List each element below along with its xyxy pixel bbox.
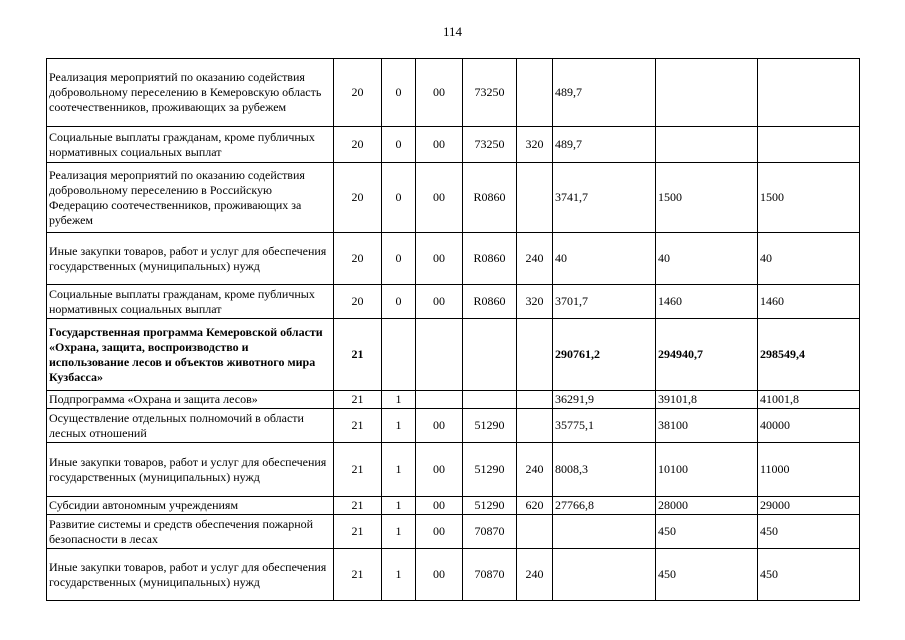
expense-direction-cell: 51290	[463, 443, 517, 497]
amount-year2-cell	[656, 127, 758, 163]
amount-year3-cell: 450	[758, 549, 860, 601]
subprogram-code-cell: 1	[382, 391, 416, 409]
amount-year1-cell: 35775,1	[553, 409, 656, 443]
main-activity-code-cell: 00	[416, 443, 463, 497]
table-row	[47, 443, 860, 497]
expense-direction-cell: 70870	[463, 515, 517, 549]
amount-year2-cell: 39101,8	[656, 391, 758, 409]
row-name-cell: Подпрограмма «Охрана и защита лесов»	[47, 391, 334, 409]
amount-year3-cell: 40	[758, 233, 860, 285]
main-activity-code-cell: 00	[416, 127, 463, 163]
program-code-cell: 20	[334, 127, 382, 163]
expense-direction-cell	[463, 391, 517, 409]
subprogram-code-cell: 0	[382, 233, 416, 285]
program-code-cell: 21	[334, 515, 382, 549]
row-name-cell: Иные закупки товаров, работ и услуг для обеспечения государственных (муниципальных) нужд	[47, 549, 334, 601]
row-name-cell: Реализация мероприятий по оказанию содействия добровольному переселению в Кемеровскую область соотечественников, проживающих за рубежем	[47, 59, 334, 127]
table-row	[47, 285, 860, 319]
expense-type-cell: 320	[517, 285, 553, 319]
table-row	[47, 319, 860, 391]
program-code-cell: 21	[334, 549, 382, 601]
expense-type-cell	[517, 515, 553, 549]
table-row	[47, 497, 860, 515]
amount-year1-cell: 40	[553, 233, 656, 285]
row-name-cell: Развитие системы и средств обеспечения пожарной безопасности в лесах	[47, 515, 334, 549]
row-name-cell: Осуществление отдельных полномочий в области лесных отношений	[47, 409, 334, 443]
row-name-cell: Социальные выплаты гражданам, кроме публичных нормативных социальных выплат	[47, 285, 334, 319]
table-row	[47, 233, 860, 285]
expense-type-cell: 240	[517, 233, 553, 285]
program-code-cell: 20	[334, 285, 382, 319]
expense-direction-cell: 73250	[463, 59, 517, 127]
row-name-cell: Государственная программа Кемеровской области «Охрана, защита, воспроизводство и использование лесов и объектов животного мира Кузбасса»	[47, 319, 334, 391]
row-name-cell: Субсидии автономным учреждениям	[47, 497, 334, 515]
amount-year1-cell: 290761,2	[553, 319, 656, 391]
amount-year1-cell: 8008,3	[553, 443, 656, 497]
row-name-cell: Реализация мероприятий по оказанию содействия добровольному переселению в Российскую Федерацию соотечественников, проживающих за рубежем	[47, 163, 334, 233]
table-row	[47, 549, 860, 601]
program-code-cell: 21	[334, 391, 382, 409]
program-code-cell: 20	[334, 59, 382, 127]
row-name-cell: Иные закупки товаров, работ и услуг для обеспечения государственных (муниципальных) нужд	[47, 233, 334, 285]
table-row	[47, 391, 860, 409]
program-code-cell: 21	[334, 409, 382, 443]
amount-year3-cell: 29000	[758, 497, 860, 515]
expense-direction-cell: R0860	[463, 163, 517, 233]
amount-year2-cell: 10100	[656, 443, 758, 497]
amount-year3-cell: 298549,4	[758, 319, 860, 391]
amount-year3-cell	[758, 127, 860, 163]
subprogram-code-cell: 1	[382, 409, 416, 443]
main-activity-code-cell: 00	[416, 497, 463, 515]
expense-direction-cell: R0860	[463, 285, 517, 319]
subprogram-code-cell: 0	[382, 59, 416, 127]
amount-year2-cell	[656, 59, 758, 127]
subprogram-code-cell	[382, 319, 416, 391]
amount-year3-cell: 40000	[758, 409, 860, 443]
amount-year2-cell: 38100	[656, 409, 758, 443]
expense-direction-cell: 70870	[463, 549, 517, 601]
expense-type-cell	[517, 409, 553, 443]
amount-year3-cell: 11000	[758, 443, 860, 497]
subprogram-code-cell: 0	[382, 127, 416, 163]
expense-direction-cell	[463, 319, 517, 391]
expense-type-cell	[517, 163, 553, 233]
subprogram-code-cell: 1	[382, 515, 416, 549]
page-number: 114	[442, 24, 463, 39]
expense-type-cell: 240	[517, 549, 553, 601]
amount-year1-cell	[553, 549, 656, 601]
expense-type-cell	[517, 391, 553, 409]
amount-year2-cell: 450	[656, 515, 758, 549]
amount-year2-cell: 1460	[656, 285, 758, 319]
program-code-cell: 21	[334, 319, 382, 391]
main-activity-code-cell: 00	[416, 285, 463, 319]
amount-year1-cell: 3741,7	[553, 163, 656, 233]
program-code-cell: 20	[334, 233, 382, 285]
amount-year2-cell: 28000	[656, 497, 758, 515]
main-activity-code-cell: 00	[416, 233, 463, 285]
amount-year3-cell: 1500	[758, 163, 860, 233]
program-code-cell: 20	[334, 163, 382, 233]
amount-year2-cell: 40	[656, 233, 758, 285]
main-activity-code-cell: 00	[416, 515, 463, 549]
amount-year2-cell: 450	[656, 549, 758, 601]
amount-year2-cell: 1500	[656, 163, 758, 233]
subprogram-code-cell: 1	[382, 497, 416, 515]
amount-year3-cell: 1460	[758, 285, 860, 319]
table-row	[47, 163, 860, 233]
amount-year1-cell: 36291,9	[553, 391, 656, 409]
amount-year3-cell: 450	[758, 515, 860, 549]
main-activity-code-cell	[416, 319, 463, 391]
subprogram-code-cell: 1	[382, 443, 416, 497]
expense-direction-cell: 51290	[463, 409, 517, 443]
subprogram-code-cell: 0	[382, 285, 416, 319]
table-row	[47, 127, 860, 163]
program-code-cell: 21	[334, 443, 382, 497]
row-name-cell: Социальные выплаты гражданам, кроме публичных нормативных социальных выплат	[47, 127, 334, 163]
amount-year3-cell: 41001,8	[758, 391, 860, 409]
expense-type-cell: 240	[517, 443, 553, 497]
expense-type-cell: 620	[517, 497, 553, 515]
expense-type-cell: 320	[517, 127, 553, 163]
expense-direction-cell: 73250	[463, 127, 517, 163]
subprogram-code-cell: 1	[382, 549, 416, 601]
amount-year1-cell: 3701,7	[553, 285, 656, 319]
amount-year3-cell	[758, 59, 860, 127]
table-row	[47, 59, 860, 127]
main-activity-code-cell	[416, 391, 463, 409]
subprogram-code-cell: 0	[382, 163, 416, 233]
main-activity-code-cell: 00	[416, 59, 463, 127]
amount-year1-cell	[553, 515, 656, 549]
program-code-cell: 21	[334, 497, 382, 515]
table-row	[47, 515, 860, 549]
expense-direction-cell: R0860	[463, 233, 517, 285]
main-activity-code-cell: 00	[416, 549, 463, 601]
main-activity-code-cell: 00	[416, 409, 463, 443]
table-row	[47, 409, 860, 443]
main-activity-code-cell: 00	[416, 163, 463, 233]
budget-table	[46, 58, 860, 601]
amount-year1-cell: 27766,8	[553, 497, 656, 515]
amount-year1-cell: 489,7	[553, 127, 656, 163]
expense-type-cell	[517, 59, 553, 127]
expense-type-cell	[517, 319, 553, 391]
amount-year2-cell: 294940,7	[656, 319, 758, 391]
amount-year1-cell: 489,7	[553, 59, 656, 127]
expense-direction-cell: 51290	[463, 497, 517, 515]
row-name-cell: Иные закупки товаров, работ и услуг для обеспечения государственных (муниципальных) нужд	[47, 443, 334, 497]
